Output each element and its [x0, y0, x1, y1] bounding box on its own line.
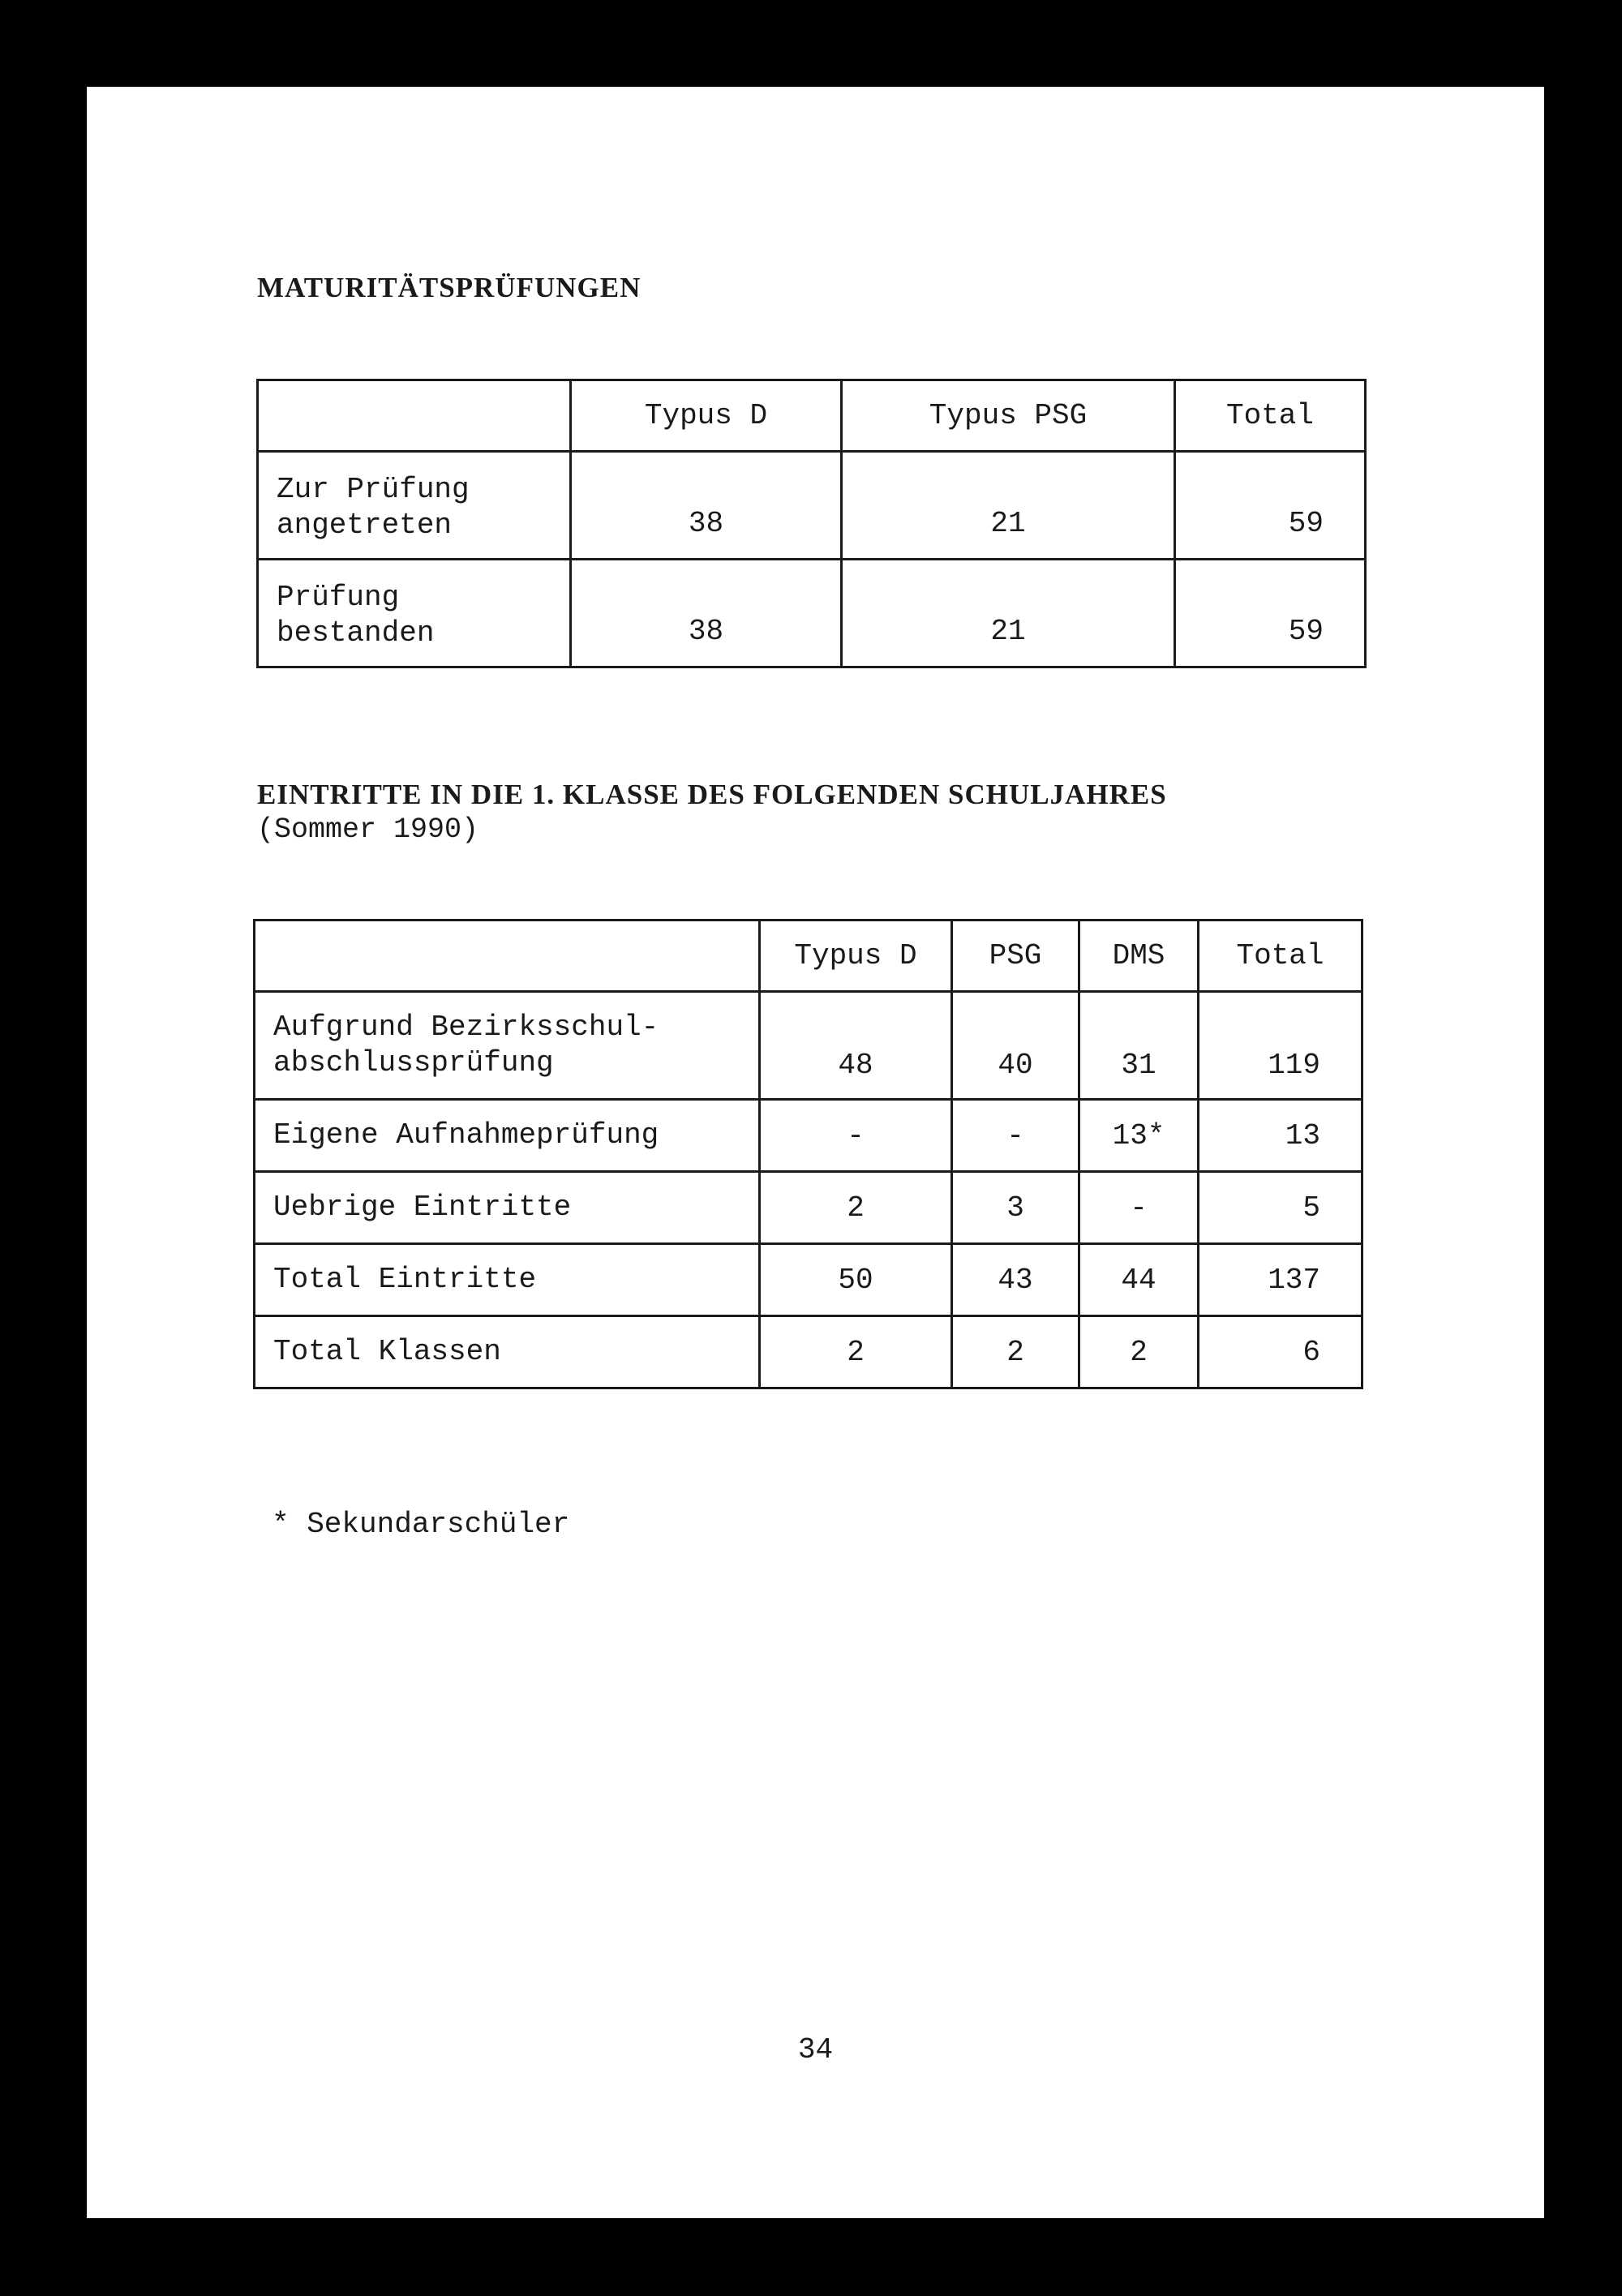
row-label: Total Klassen — [255, 1316, 760, 1388]
table-row — [258, 452, 1366, 560]
table-header-row — [255, 921, 1362, 992]
row-label: Aufgrund Bezirksschul- abschlussprüfung — [255, 992, 760, 1100]
document-page — [87, 87, 1544, 2218]
cell-value: 38 — [571, 560, 842, 667]
maturitaet-heading: MATURITÄTSPRÜFUNGEN — [257, 272, 642, 303]
maturitaet-table — [256, 379, 1367, 668]
row-label: Total Eintritte — [255, 1244, 760, 1316]
cell-value: 2 — [760, 1316, 952, 1388]
header-typus-d: Typus D — [760, 921, 952, 992]
header-total: Total — [1175, 380, 1366, 452]
cell-value: 13* — [1079, 1100, 1199, 1172]
cell-value: 2 — [760, 1172, 952, 1244]
cell-value: 21 — [842, 560, 1175, 667]
eintritte-subheading: (Sommer 1990) — [257, 813, 479, 846]
cell-value: 2 — [1079, 1316, 1199, 1388]
cell-value: 50 — [760, 1244, 952, 1316]
cell-value: 13 — [1199, 1100, 1362, 1172]
header-empty — [258, 380, 571, 452]
footnote: * Sekundarschüler — [272, 1508, 570, 1541]
eintritte-table — [253, 919, 1363, 1389]
table-row — [255, 1172, 1362, 1244]
eintritte-heading: EINTRITTE IN DIE 1. KLASSE DES FOLGENDEN SCHULJAHRES — [257, 779, 1167, 810]
row-label: Prüfung bestanden — [258, 560, 571, 667]
cell-value: 21 — [842, 452, 1175, 560]
row-label: Uebrige Eintritte — [255, 1172, 760, 1244]
header-empty — [255, 921, 760, 992]
cell-value: 48 — [760, 992, 952, 1100]
cell-value: 59 — [1175, 452, 1366, 560]
header-typus-psg: Typus PSG — [842, 380, 1175, 452]
cell-value: 59 — [1175, 560, 1366, 667]
row-label: Eigene Aufnahmeprüfung — [255, 1100, 760, 1172]
row-label: Zur Prüfung angetreten — [258, 452, 571, 560]
cell-value: 6 — [1199, 1316, 1362, 1388]
cell-value: 40 — [952, 992, 1079, 1100]
cell-value: 31 — [1079, 992, 1199, 1100]
table-row — [258, 560, 1366, 667]
page-number: 34 — [797, 2033, 834, 2066]
table-row — [255, 992, 1362, 1100]
cell-value: - — [1079, 1172, 1199, 1244]
cell-value: 3 — [952, 1172, 1079, 1244]
cell-value: 38 — [571, 452, 842, 560]
table-row — [255, 1316, 1362, 1388]
cell-value: 2 — [952, 1316, 1079, 1388]
header-dms: DMS — [1079, 921, 1199, 992]
table-row — [255, 1244, 1362, 1316]
cell-value: 5 — [1199, 1172, 1362, 1244]
header-total: Total — [1199, 921, 1362, 992]
cell-value: 137 — [1199, 1244, 1362, 1316]
header-psg: PSG — [952, 921, 1079, 992]
cell-value: - — [760, 1100, 952, 1172]
header-typus-d: Typus D — [571, 380, 842, 452]
cell-value: 44 — [1079, 1244, 1199, 1316]
cell-value: 43 — [952, 1244, 1079, 1316]
cell-value: - — [952, 1100, 1079, 1172]
table-header-row — [258, 380, 1366, 452]
table-row — [255, 1100, 1362, 1172]
cell-value: 119 — [1199, 992, 1362, 1100]
